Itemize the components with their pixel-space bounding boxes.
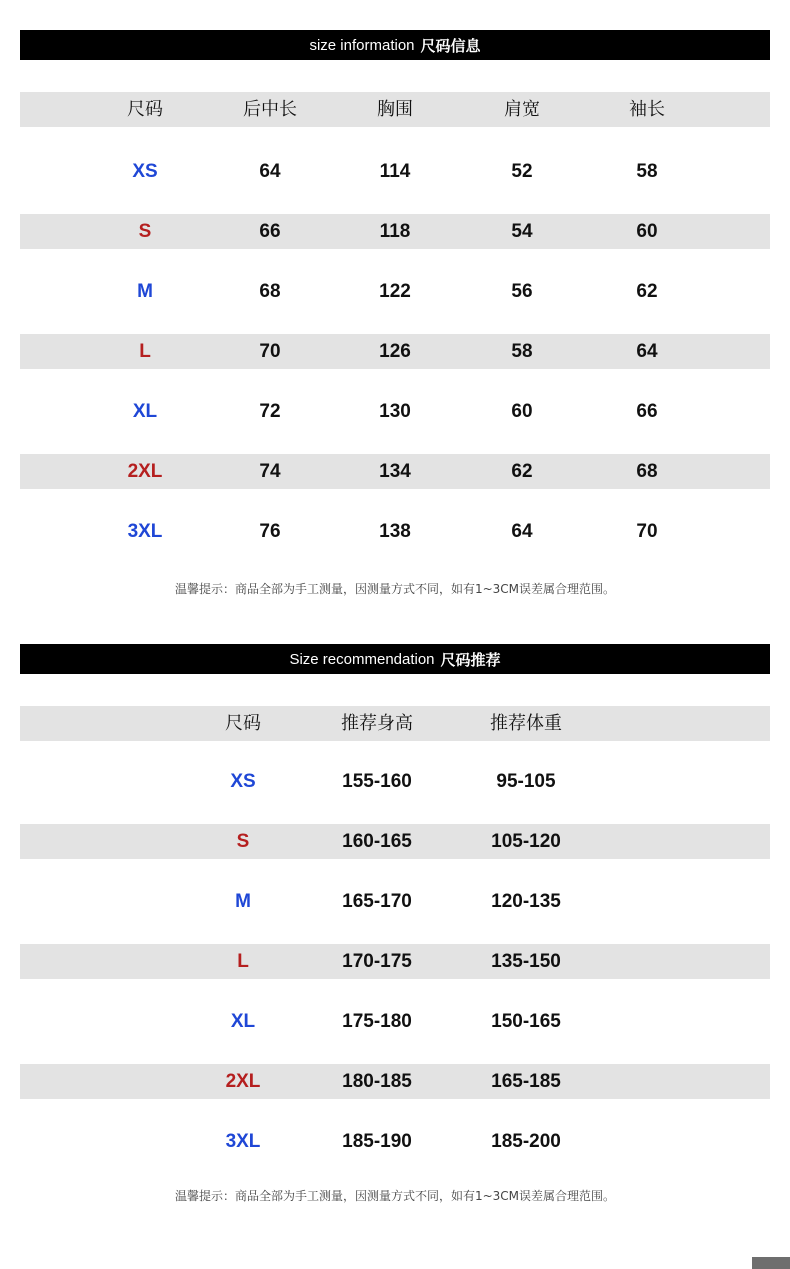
size-label: 2XL — [127, 461, 163, 482]
header-sleeve: 袖长 — [629, 99, 665, 120]
sleeve-value: 68 — [636, 461, 658, 482]
table-row — [20, 454, 770, 489]
sleeve-value: 62 — [636, 281, 658, 302]
table-row — [20, 1004, 770, 1039]
table-row — [20, 944, 770, 979]
header-back-length: 后中长 — [243, 99, 297, 120]
height-value: 185-190 — [342, 1131, 412, 1152]
weight-value: 105-120 — [491, 831, 561, 852]
size-information-note: 温馨提示：商品全部为手工测量，因测量方式不同，如有1~3CM误差属合理范围。 — [174, 582, 616, 596]
shoulder-value: 58 — [511, 341, 533, 362]
size-information-banner — [20, 30, 770, 60]
size-label: M — [137, 281, 153, 302]
sleeve-value: 58 — [636, 161, 658, 182]
height-value: 165-170 — [342, 891, 412, 912]
shoulder-value: 56 — [511, 281, 533, 302]
sleeve-value: 70 — [636, 521, 658, 542]
chest-value: 122 — [379, 281, 411, 302]
height-value: 155-160 — [342, 771, 412, 792]
weight-value: 120-135 — [491, 891, 561, 912]
size-recommendation-title-cn: 尺码推荐 — [440, 651, 501, 669]
table-row — [20, 764, 770, 799]
size-recommendation-note: 温馨提示：商品全部为手工测量，因测量方式不同，如有1~3CM误差属合理范围。 — [174, 1189, 616, 1203]
table-row — [20, 274, 770, 309]
header-chest: 胸围 — [377, 99, 413, 120]
table-row — [20, 1064, 770, 1099]
corner-block — [752, 1257, 790, 1269]
header-recommended-height: 推荐身高 — [341, 713, 413, 734]
weight-value: 150-165 — [491, 1011, 561, 1032]
table-row — [20, 334, 770, 369]
shoulder-value: 54 — [511, 221, 533, 242]
back-length-value: 66 — [259, 221, 281, 242]
shoulder-value: 64 — [511, 521, 533, 542]
shoulder-value: 52 — [511, 161, 533, 182]
back-length-value: 64 — [259, 161, 281, 182]
size-label: XL — [230, 1011, 256, 1032]
chest-value: 134 — [379, 461, 411, 482]
table-row — [20, 824, 770, 859]
table-row — [20, 214, 770, 249]
header-recommended-weight: 推荐体重 — [490, 713, 562, 734]
size-label: S — [236, 831, 250, 852]
weight-value: 185-200 — [491, 1131, 561, 1152]
sleeve-value: 60 — [636, 221, 658, 242]
size-label: 2XL — [225, 1071, 261, 1092]
table-row — [20, 394, 770, 429]
header-size: 尺码 — [127, 99, 163, 120]
header-size: 尺码 — [225, 713, 261, 734]
chest-value: 118 — [379, 221, 411, 242]
size-label: L — [139, 341, 151, 362]
table-row — [20, 1124, 770, 1159]
weight-value: 95-105 — [496, 771, 556, 792]
chest-value: 138 — [379, 521, 411, 542]
size-label: S — [138, 221, 152, 242]
back-length-value: 70 — [259, 341, 281, 362]
size-label: 3XL — [127, 521, 163, 542]
height-value: 175-180 — [342, 1011, 412, 1032]
size-information-header-row — [20, 92, 770, 127]
header-shoulder: 肩宽 — [504, 99, 540, 120]
height-value: 180-185 — [342, 1071, 412, 1092]
weight-value: 135-150 — [491, 951, 561, 972]
size-label: 3XL — [225, 1131, 261, 1152]
table-row — [20, 884, 770, 919]
chest-value: 126 — [379, 341, 411, 362]
sleeve-value: 64 — [636, 341, 658, 362]
size-label: M — [235, 891, 251, 912]
size-recommendation-header-row — [20, 706, 770, 741]
shoulder-value: 60 — [511, 401, 533, 422]
size-label: L — [237, 951, 249, 972]
sleeve-value: 66 — [636, 401, 658, 422]
size-label: XL — [132, 401, 158, 422]
table-row — [20, 154, 770, 189]
table-row — [20, 514, 770, 549]
weight-value: 165-185 — [491, 1071, 561, 1092]
size-label: XS — [132, 161, 158, 182]
height-value: 170-175 — [342, 951, 412, 972]
size-information-title-cn: 尺码信息 — [420, 37, 481, 55]
size-recommendation-banner — [20, 644, 770, 674]
size-recommendation-title-en: Size recommendation — [289, 650, 435, 668]
back-length-value: 72 — [259, 401, 281, 422]
chest-value: 130 — [379, 401, 411, 422]
back-length-value: 68 — [259, 281, 281, 302]
back-length-value: 76 — [259, 521, 281, 542]
shoulder-value: 62 — [511, 461, 533, 482]
chest-value: 114 — [379, 161, 411, 182]
back-length-value: 74 — [259, 461, 281, 482]
height-value: 160-165 — [342, 831, 412, 852]
size-information-title-en: size information — [309, 36, 415, 54]
size-label: XS — [230, 771, 256, 792]
